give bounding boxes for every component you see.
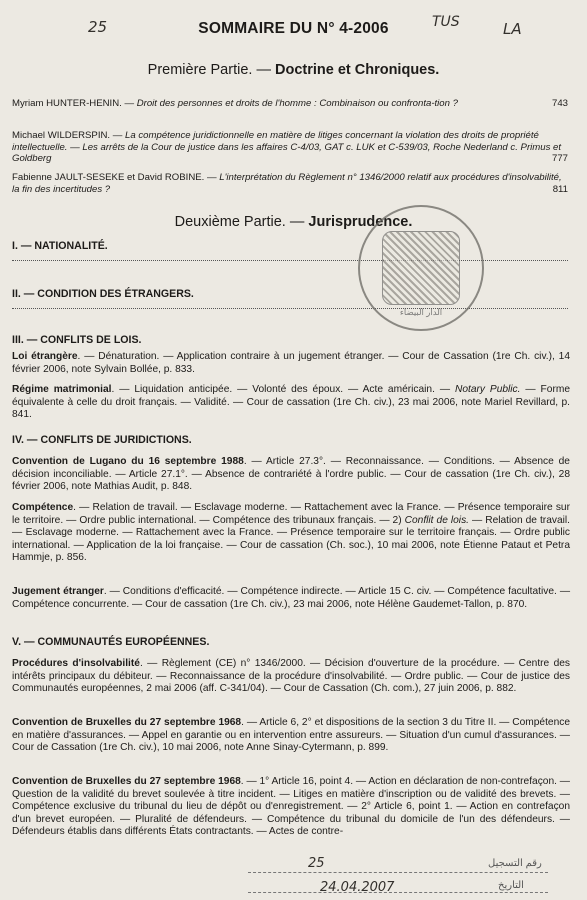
entry-procedures-insolvabilite	[12, 658, 570, 696]
registration-stamp	[248, 858, 548, 898]
doctrine-entry	[12, 172, 568, 195]
registration-number: 25	[308, 856, 325, 871]
entry-body: . — Conditions d'efficacité. — Compétence indirecte. — Article 15 C. civ. — Compétence facultative. — Compétence concurrente. — Cour de cassation (1re Ch. civ.), 23 mai 2006, note Hélène Gaudemet-Tallon, p. 870.	[12, 586, 571, 610]
doctrine-entry	[12, 130, 568, 165]
entry-body: . — Article 6, 2° et dispositions de la section 3 du Titre II. — Compétence en matière d'assurances. — Appel en garantie ou en intervention entre assureurs. — Situation d'un cumul d'assurances. — Cour de Cassation (1re Ch. civ.), 10 mai 2006, note Anne Sinay-Cytermann, p. 899.	[12, 717, 571, 754]
part2-heading	[10, 214, 577, 230]
handwritten-mark-right: LA	[503, 20, 522, 38]
section-condition-etrangers: II. — CONDITION DES ÉTRANGERS.	[12, 288, 194, 300]
stamp-text: الدار البيضاء	[399, 307, 443, 317]
entry-head: Jugement étranger	[12, 586, 104, 597]
part2-prefix: Deuxième Partie. —	[174, 214, 309, 230]
doctrine-author: Michael WILDERSPIN. —	[12, 130, 126, 141]
handwritten-number: 25	[88, 18, 108, 36]
entry-body: . — Liquidation anticipée. — Volonté des époux. — Acte américain. —	[111, 384, 455, 395]
entry-head: Loi étrangère	[12, 351, 78, 362]
registration-date: 24.04.2007	[320, 880, 395, 895]
part1-heading	[10, 62, 577, 78]
entry-regime-matrimonial	[12, 384, 570, 422]
entry-head: Compétence	[12, 502, 74, 513]
entry-bruxelles-1	[12, 717, 570, 755]
issue-title: SOMMAIRE DU N° 4-2006	[198, 20, 389, 37]
section-nationalite: I. — NATIONALITÉ.	[12, 240, 108, 252]
handwritten-mark: TUS	[432, 14, 460, 30]
entry-head: Convention de Bruxelles du 27 septembre 1968	[12, 776, 241, 787]
entry-body: . — 1° Article 16, point 4. — Action en déclaration de non-contrefaçon. — Question de la validité du brevet soulevée à titre incident. — Litiges en matière d'inscription ou de validité des brevets. — Compétence exclusive du tribunal du lieu de dépôt ou d'enregistrement. — 2° Article 6, point 1. — Action en contrefaçon d'un brevet européen. — Pluralité de défendeurs. — Compétence du tribunal du domicile de l'un des défendeurs. — Défendeurs établis dans différents États contractants. — Actes de contre-	[12, 776, 570, 838]
doctrine-title: L'interprétation du Règlement n° 1346/2000 relatif aux procédures d'insolvabilité, la fin des incertitudes ?	[12, 172, 562, 195]
entry-lugano	[12, 456, 570, 494]
entry-competence	[12, 502, 570, 565]
doctrine-page: 777	[551, 153, 568, 165]
part1-name: Doctrine et Chroniques.	[274, 62, 440, 78]
entry-italic: Notary Public.	[454, 384, 521, 395]
doctrine-page: 743	[551, 98, 568, 109]
entry-italic: Conflit de lois.	[404, 514, 469, 526]
entry-jugement-etranger	[12, 586, 570, 611]
entry-head: Régime matrimonial	[12, 384, 112, 395]
doctrine-title: La compétence juridictionnelle en matière de litiges concernant la violation des droits de propriété intellectuelle. — Les arrêts de la Cour de justice dans les affaires C-4/03, GAT c. LUK et C-539/03, Roche Nederland c. Primus et Goldberg	[12, 130, 562, 165]
stamp-line	[248, 872, 548, 873]
section-communautes-europeennes: V. — COMMUNAUTÉS EUROPÉENNES.	[12, 636, 210, 648]
stamp-emblem	[382, 231, 460, 305]
section-conflits-lois: III. — CONFLITS DE LOIS.	[12, 334, 142, 346]
section-conflits-juridictions: IV. — CONFLITS DE JURIDICTIONS.	[12, 434, 192, 446]
doctrine-author: Fabienne JAULT-SESEKE et David ROBINE. —	[12, 172, 220, 183]
entry-head: Convention de Bruxelles du 27 septembre 1968	[12, 717, 242, 728]
entry-body: . — Dénaturation. — Application contraire à un jugement étranger. — Cour de Cassation (1re Ch. civ.), 14 février 2006, note Sylvain Bollée, p. 833.	[12, 351, 570, 375]
entry-bruxelles-2	[12, 776, 570, 839]
entry-head: Procédures d'insolvabilité	[12, 658, 140, 669]
library-stamp	[358, 205, 484, 331]
entry-body: . — Relation de travail. — Esclavage moderne. — Rattachement avec la France. — Présence temporaire sur le territoire. — Ordre public international. — Compétence des tribunaux français. — 2)	[12, 502, 570, 526]
entry-body: . — Article 27.3°. — Reconnaissance. — Conditions. — Absence de décision inconciliable. — Article 27.1°. — Absence de contrariété à l'ordre public. — Cour de cassation (1re Ch. civ.), 28 février 2006, note Mathias Audit, p. 848.	[12, 456, 570, 493]
stamp-line	[248, 892, 548, 893]
doctrine-author: Myriam HUNTER-HENIN. —	[12, 98, 137, 109]
entry-body: . — Règlement (CE) n° 1346/2000. — Décision d'ouverture de la procédure. — Centre des intérêts principaux du débiteur. — Reconnaissance de la procédure d'insolvabilité. — Ordre public. — Cour de justice des Communautés européennes, 2 mai 2006 (aff. C-341/04). — Cour de Cassation (Ch. com.), 27 juin 2006, p. 882.	[12, 658, 570, 695]
dotted-leader	[12, 306, 568, 309]
part1-prefix: Première Partie. —	[147, 62, 275, 78]
entry-body: — Relation de travail. — Esclavage moderne. — Rattachement avec la France. — Présence temporaire sur le territoire français. — Ordre public international. — Application de la loi française. — Cour de cassation (Ch. soc.), 10 mai 2006, note Étienne Pataut et Petra Hammje, p. 856.	[12, 514, 570, 564]
dotted-leader	[12, 258, 568, 261]
part2-name: Jurisprudence.	[308, 214, 413, 230]
doctrine-title: Droit des personnes et droits de l'homme : Combinaison ou confronta-tion ?	[136, 98, 458, 109]
entry-loi-etrangere	[12, 351, 570, 376]
entry-body: — Forme équivalente à celle du droit français. — Validité. — Cour de cassation (1re Ch. civ.), 23 mai 2006, note Mariel Revillard, p. 841.	[12, 384, 570, 421]
doctrine-entry	[12, 98, 568, 110]
date-label: التاريخ	[498, 880, 524, 891]
entry-head: Convention de Lugano du 16 septembre 1988	[12, 456, 244, 467]
registration-label: رقم التسجيل	[488, 858, 542, 869]
doctrine-page: 811	[552, 183, 568, 195]
